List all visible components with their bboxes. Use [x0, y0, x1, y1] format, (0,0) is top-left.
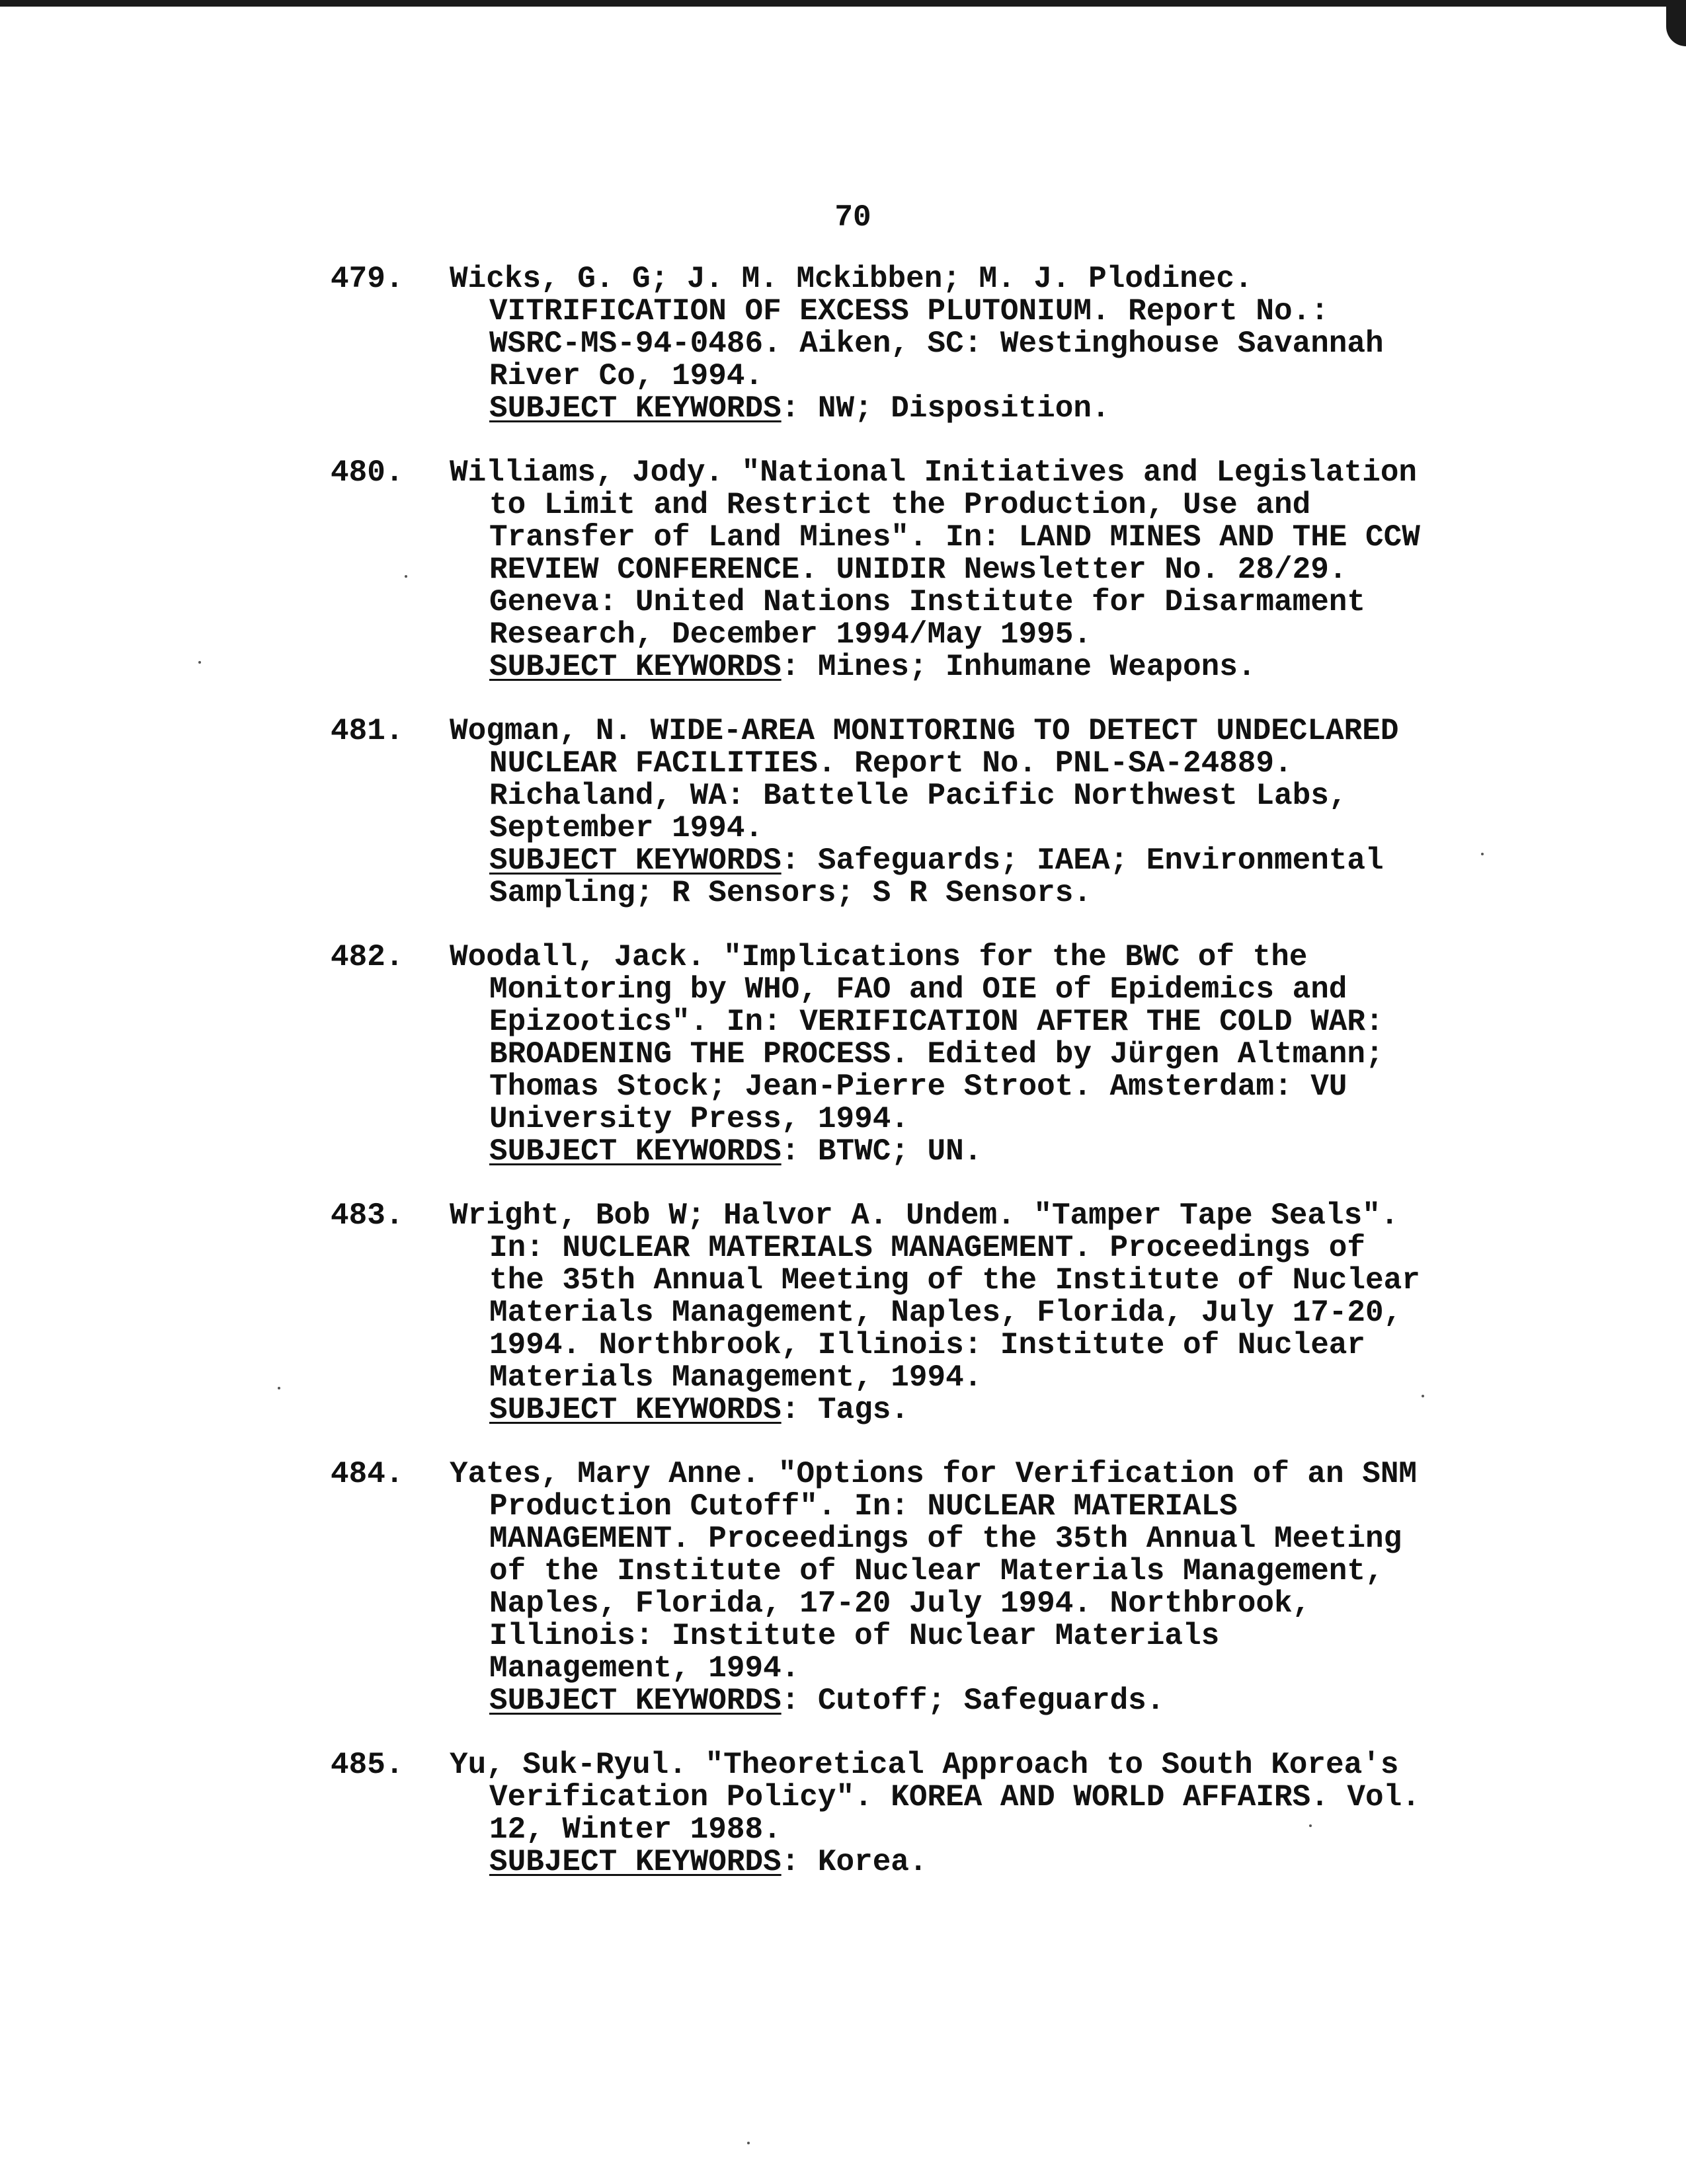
scan-top-edge — [0, 0, 1686, 7]
citation-line: Geneva: United Nations Institute for Disarmament — [489, 585, 1366, 619]
keywords-separator: : — [781, 1393, 818, 1427]
entry-citation — [331, 1200, 1587, 1426]
entry-number: 482. — [331, 940, 404, 974]
subject-keywords-value: Tags. — [817, 1393, 909, 1427]
subject-keywords-line — [331, 393, 1587, 425]
citation-line: In: NUCLEAR MATERIALS MANAGEMENT. Proceedings of — [489, 1231, 1366, 1265]
page-number: 70 — [834, 200, 871, 235]
subject-keywords-label: SUBJECT KEYWORDS — [489, 1134, 782, 1169]
citation-line: REVIEW CONFERENCE. UNIDIR Newsletter No. 28/29. — [489, 553, 1347, 587]
entry-number: 485. — [331, 1748, 404, 1782]
bibliography-list — [331, 263, 1587, 1910]
subject-keywords-value: Cutoff; Safeguards. — [817, 1684, 1165, 1718]
subject-keywords-value: Korea. — [817, 1845, 928, 1879]
keywords-separator: : — [781, 1134, 818, 1169]
entry-citation — [331, 1458, 1587, 1717]
citation-line: to Limit and Restrict the Production, Use and — [489, 488, 1311, 522]
entry-citation — [331, 941, 1587, 1168]
citation-line: Transfer of Land Mines". In: LAND MINES AND THE CCW — [489, 520, 1420, 555]
entry-number: 481. — [331, 714, 404, 748]
subject-keywords-label: SUBJECT KEYWORDS — [489, 843, 782, 878]
citation-line: Yates, Mary Anne. "Options for Verification of an SNM — [450, 1457, 1418, 1491]
subject-keywords-value: NW; Disposition. — [817, 391, 1110, 426]
citation-line: Wogman, N. WIDE-AREA MONITORING TO DETECT UNDECLARED — [450, 714, 1399, 748]
citation-line: MANAGEMENT. Proceedings of the 35th Annual Meeting — [489, 1522, 1402, 1556]
subject-keywords-value: Safeguards; IAEA; Environmental — [817, 843, 1384, 878]
entry-number: 480. — [331, 455, 404, 490]
citation-line: NUCLEAR FACILITIES. Report No. PNL-SA-24889. — [489, 746, 1293, 781]
citation-line: VITRIFICATION OF EXCESS PLUTONIUM. Report No.: — [489, 294, 1329, 329]
subject-keywords-label: SUBJECT KEYWORDS — [489, 1393, 782, 1427]
subject-keywords-label: SUBJECT KEYWORDS — [489, 391, 782, 426]
citation-line: Verification Policy". KOREA AND WORLD AFFAIRS. Vol. — [489, 1780, 1420, 1814]
citation-line: of the Institute of Nuclear Materials Management, — [489, 1554, 1384, 1588]
subject-keywords-line — [331, 1136, 1587, 1168]
citation-line: University Press, 1994. — [489, 1102, 909, 1136]
keywords-separator: : — [781, 650, 818, 684]
scan-speck — [747, 2142, 750, 2144]
subject-keywords-label: SUBJECT KEYWORDS — [489, 1845, 782, 1879]
subject-keywords-line — [331, 1394, 1587, 1426]
scan-speck — [405, 575, 407, 578]
entry-number: 483. — [331, 1198, 404, 1233]
subject-keywords-line — [331, 845, 1587, 877]
citation-line: 1994. Northbrook, Illinois: Institute of Nuclear — [489, 1328, 1366, 1362]
citation-line: Naples, Florida, 17-20 July 1994. Northbrook, — [489, 1586, 1311, 1621]
citation-line: Wicks, G. G; J. M. Mckibben; M. J. Plodinec. — [450, 262, 1253, 296]
bibliography-entry — [331, 457, 1587, 683]
scan-corner-shadow — [1666, 0, 1686, 46]
citation-line: the 35th Annual Meeting of the Institute of Nuclear — [489, 1263, 1420, 1298]
citation-line: Richaland, WA: Battelle Pacific Northwest Labs, — [489, 779, 1347, 813]
citation-line: Woodall, Jack. "Implications for the BWC of the — [450, 940, 1308, 974]
entry-citation — [331, 263, 1587, 425]
bibliography-entry — [331, 1749, 1587, 1879]
bibliography-entry — [331, 263, 1587, 425]
citation-line: Management, 1994. — [489, 1651, 800, 1686]
citation-line: Wright, Bob W; Halvor A. Undem. "Tamper Tape Seals". — [450, 1198, 1399, 1233]
subject-keywords-continuation: Sampling; R Sensors; S R Sensors. — [489, 876, 1092, 910]
citation-line: BROADENING THE PROCESS. Edited by Jürgen Altmann; — [489, 1037, 1384, 1072]
citation-line: Illinois: Institute of Nuclear Materials — [489, 1619, 1220, 1653]
entry-citation — [331, 715, 1587, 910]
bibliography-entry — [331, 941, 1587, 1168]
entry-citation — [331, 457, 1587, 683]
bibliography-entry — [331, 1458, 1587, 1717]
subject-keywords-line — [331, 1846, 1587, 1879]
citation-line: Thomas Stock; Jean-Pierre Stroot. Amsterdam: VU — [489, 1070, 1347, 1104]
scan-speck — [198, 661, 201, 664]
scan-speck — [278, 1387, 280, 1389]
keywords-separator: : — [781, 1684, 818, 1718]
citation-line: Production Cutoff". In: NUCLEAR MATERIALS — [489, 1489, 1238, 1524]
subject-keywords-label: SUBJECT KEYWORDS — [489, 1684, 782, 1718]
scan-speck — [1422, 1395, 1424, 1397]
citation-line: Research, December 1994/May 1995. — [489, 617, 1092, 652]
citation-line: Materials Management, Naples, Florida, July 17-20, — [489, 1296, 1402, 1330]
citation-line: September 1994. — [489, 811, 764, 845]
keywords-separator: : — [781, 1845, 818, 1879]
subject-keywords-value: BTWC; UN. — [817, 1134, 983, 1169]
citation-line: Yu, Suk-Ryul. "Theoretical Approach to South Korea's — [450, 1748, 1399, 1782]
scan-speck — [1309, 1824, 1312, 1827]
citation-line: Williams, Jody. "National Initiatives and Legislation — [450, 455, 1418, 490]
bibliography-entry — [331, 715, 1587, 910]
subject-keywords-line — [331, 1685, 1587, 1717]
scan-speck — [1481, 853, 1484, 855]
entry-number: 484. — [331, 1457, 404, 1491]
entry-number: 479. — [331, 262, 404, 296]
keywords-separator: : — [781, 843, 818, 878]
citation-line: 12, Winter 1988. — [489, 1813, 782, 1847]
subject-keywords-line — [331, 651, 1587, 683]
subject-keywords-label: SUBJECT KEYWORDS — [489, 650, 782, 684]
entry-citation — [331, 1749, 1587, 1879]
citation-line: Monitoring by WHO, FAO and OIE of Epidemics and — [489, 972, 1347, 1007]
bibliography-entry — [331, 1200, 1587, 1426]
citation-line: WSRC-MS-94-0486. Aiken, SC: Westinghouse Savannah — [489, 327, 1384, 361]
citation-line: River Co, 1994. — [489, 359, 764, 393]
keywords-separator: : — [781, 391, 818, 426]
citation-line: Materials Management, 1994. — [489, 1360, 983, 1395]
citation-line: Epizootics". In: VERIFICATION AFTER THE COLD WAR: — [489, 1005, 1384, 1039]
subject-keywords-value: Mines; Inhumane Weapons. — [817, 650, 1256, 684]
